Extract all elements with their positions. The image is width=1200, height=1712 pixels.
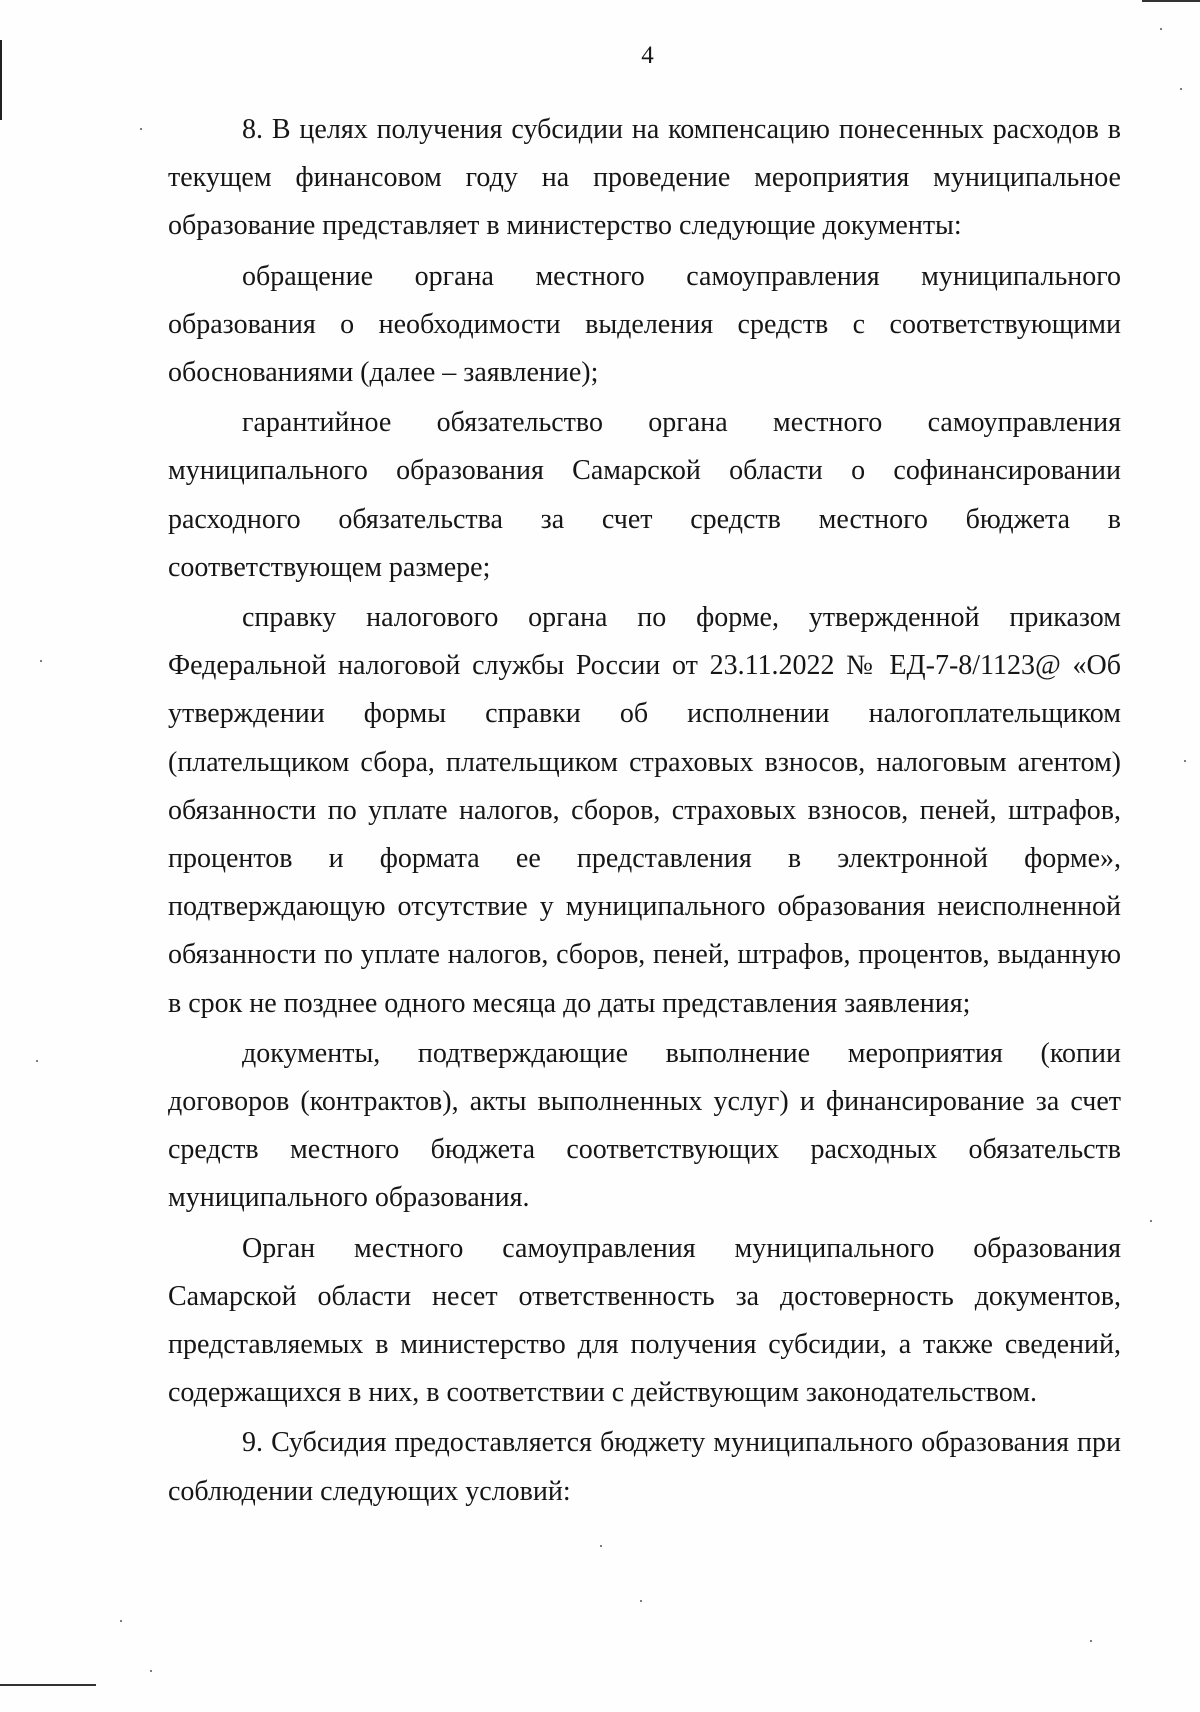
scan-speck: [1184, 760, 1186, 762]
scan-speck: [1160, 28, 1162, 30]
scan-speck: [1150, 1220, 1152, 1222]
scan-edge-mark-bottom: [0, 1684, 96, 1686]
paragraph-responsibility: Орган местного самоуправления муниципального образования Самарской области несет ответственность за достоверность документов, представляемых в министерство для получения субсидии, а также сведений, содержащихся в них, в соответствии с действующим законодательством.: [168, 1232, 1121, 1409]
scan-speck: [140, 128, 142, 130]
scan-speck: [600, 1545, 602, 1547]
scan-edge-mark-top: [1142, 0, 1200, 2]
paragraph-application: обращение органа местного самоуправления муниципального образования о необходимости выделения средств с соответствующими обоснованиями (далее – заявление);: [168, 260, 1121, 389]
paragraph-guarantee: гарантийное обязательство органа местного самоуправления муниципального образования Самарской области о софинансировании расходного обязательства за счет средств местного бюджета в соответствующем размере;: [168, 407, 1121, 583]
scan-speck: [1180, 88, 1182, 90]
page-number: 4: [641, 42, 654, 69]
document-body: [168, 106, 1121, 1516]
scan-speck: [36, 1060, 38, 1062]
paragraph-9: 9. Субсидия предоставляется бюджету муниципального образования при соблюдении следующих условий:: [168, 1427, 1121, 1507]
scan-speck: [640, 1600, 642, 1602]
scan-speck: [150, 1670, 152, 1672]
scan-speck: [40, 660, 42, 662]
scan-speck: [120, 1620, 122, 1622]
paragraph-tax-certificate: справку налогового органа по форме, утвержденной приказом Федеральной налоговой службы России от 23.11.2022 № ЕД-7-8/1123@ «Об утверждении формы справки об исполнении налогоплательщиком (плательщиком сбора, плательщиком страховых взносов, налоговым агентом) обязанности по уплате налогов, сборов, страховых взносов, пеней, штрафов, процентов и формата ее представления в электронной форме», подтверждающую отсутствие у муниципального образования неисполненной обязанности по уплате налогов, сборов, пеней, штрафов, процентов, выданную в срок не позднее одного месяца до даты представления заявления;: [168, 602, 1121, 1019]
paragraph-8: 8. В целях получения субсидии на компенсацию понесенных расходов в текущем финансовом году на проведение мероприятия муниципальное образование представляет в министерство следующие документы:: [168, 114, 1121, 242]
paragraph-documents: документы, подтверждающие выполнение мероприятия (копии договоров (контрактов), акты выполненных услуг) и финансирование за счет средств местного бюджета соответствующих расходных обязательств муниципального образования.: [168, 1037, 1121, 1214]
scan-speck: [1090, 1640, 1092, 1642]
